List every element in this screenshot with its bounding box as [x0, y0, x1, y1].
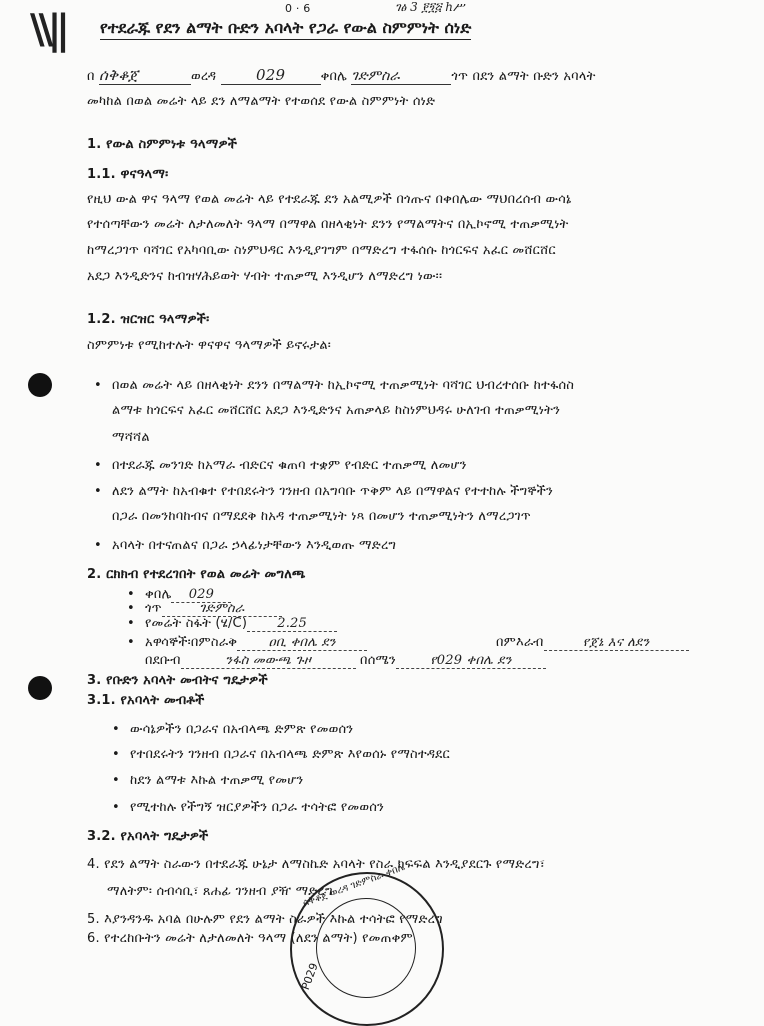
s2-item-got — [145, 601, 282, 617]
s12-bullet-3-line-2: በጋራ በመንከባከብና በማደደቅ ከአዳ ተጠቃሚነት ነጻ በመሆን ተጠቃሚነትን ለማረጋገጥ — [112, 509, 531, 524]
section-4-line-2: ማለትም፡ ሰብሳቢ፣ ጸሐፊ ገንዘብ ያዥ ማድረግ — [107, 884, 333, 899]
s2-west — [496, 635, 689, 651]
section-1-1-heading: 1.1. ዋናዓላማ፡ — [87, 167, 169, 182]
s12-bullet-2-line-1: • በተደራጁ መንገድ ከአማራ ብድርና ቁጠባ ተቋም የብድር ተጠቃሚ ለመሆን — [112, 458, 467, 473]
s12-bullet-4-line-1: • አባላት በተናጠልና በጋራ ኃላፊነታቸውን እንዲወጡ ማድረግ — [112, 538, 397, 553]
s12-bullet-1-line-3: ማሻሻል — [112, 430, 150, 445]
s2-south-label: በሰሜን — [360, 653, 396, 668]
section-5-line: 5. እያንዳንዱ አባል በሁሉም የደን ልማት ስራዎች እኩል ተሳትፎ የማድረግ — [87, 912, 443, 927]
stamp-outer-text: ሰቅቆጀ ወረዳ ገድምስራ ቀበሌ — [301, 861, 407, 910]
s11-para-line-1: የዚህ ውል ዋና ዓላማ የወል መሬት ላይ የተደራጁ ደን አልሚዎች በጎጡና በቀበሌው ማህበረሰብ ውሳኔ — [87, 192, 572, 207]
s2-got-value: ገድምስራ — [162, 601, 282, 617]
s2-area-label: የመሬት ስፋት (ሄ/C) — [145, 616, 248, 631]
kebele-label: ቀበሌ — [320, 69, 348, 84]
stamp-inner-ring — [316, 898, 416, 998]
section-3-2-heading: 3.2. የአባላት ግዴታዎች — [87, 829, 209, 844]
stamp-code: P029 — [298, 961, 321, 992]
s31-bullet-3-text: • ከደን ልማቱ እኩል ተጠቃሚ የመሆን — [130, 773, 304, 788]
s2-area-value: 2.25 — [247, 616, 337, 632]
s12-bullet-4 — [112, 538, 396, 553]
section-3-heading: 3. የቡድን አባላት መብትና ግዴታዎች — [87, 673, 268, 688]
binder-hole-bottom — [28, 676, 52, 700]
s2-north-south — [145, 653, 546, 669]
s2-item-boundaries — [145, 635, 367, 651]
official-stamp — [290, 861, 444, 1026]
s12-bullet-2 — [112, 458, 467, 473]
woreda-value: ሰቅቆጀ — [99, 66, 191, 85]
s2-east-label: አዋሳኞች፡በምስራቅ — [145, 635, 238, 650]
document-title: የተደራጁ የደን ልማት ቡድን አባላት የጋራ የውል ስምምነት ሰነድ — [100, 18, 471, 40]
s11-para-line-4: አደጋ እንዲድንና ከብዝሃሕይወት ሃብት ተጠቃሚ እንዲሆን ለማድረግ ነው፡፡ — [87, 269, 443, 284]
s31-bullet-4-text: • የሚተከሉ የችግኝ ዝርያዎችን በጋራ ተሳትፎ የመወሰን — [130, 800, 385, 815]
s12-bullet-3 — [112, 484, 553, 499]
s2-west-value: የጀኔ እና ለደን — [544, 635, 689, 651]
section-2-heading: 2. ርክክብ የተደረገበት የወል መሬት መግለጫ — [87, 567, 306, 582]
s11-para-line-3: ከማረጋገጥ ባሻገር የአካባቢው ስነምህዳር እንዲያገግም በማድረግ ተፋሰሱ ከጎርፍና አፈር መሸርሸር — [87, 243, 556, 258]
kebele-number: 029 — [221, 66, 321, 85]
section-1-2-heading: 1.2. ዝርዝር ዓላማዎች፡ — [87, 312, 210, 327]
s2-north-value: ንፋስ መውጫ ጉዞ — [181, 653, 356, 669]
s2-north-label: በደቡብ — [145, 653, 181, 668]
s2-item-area — [145, 616, 337, 632]
s31-bullet-1-text: • ውሳኔዎችን በጋራና በአብላጫ ድምጽ የመወሰን — [130, 722, 354, 737]
s2-kebele-value: 029 — [171, 587, 231, 603]
s12-bullet-3-line-1: • ለደን ልማት ከአብቁተ የተበደሩትን ገንዘብ በአግባቡ ጥቅም ላይ በማዋልና የተተከሉ ችግኞችን — [112, 484, 554, 499]
s2-south-value: የ029 ቀበሌ ደን — [396, 653, 546, 669]
binder-hole-top — [28, 373, 52, 397]
top-mark: 0 · 6 — [285, 2, 311, 15]
s31-bullet-3 — [130, 773, 303, 788]
intro-line1-suffix: ጎጥ በደን ልማት ቡድን አባላት — [451, 69, 596, 84]
section-6-line: 6. የተረከቡትን መሬት ለታለመለት ዓላማ (ለደን ልማት) የመጠቀም — [87, 931, 413, 946]
top-hand-note: ገፅ 3 ፻፺፭ hሥ — [395, 0, 465, 14]
s31-bullet-2 — [130, 747, 450, 762]
section-3-1-heading: 3.1. የአባላት መብቶች — [87, 693, 205, 708]
s12-bullet-1 — [112, 378, 574, 393]
section-1-heading: 1. የውል ስምምነቱ ዓላማዎች — [87, 137, 238, 152]
s2-got-label: ጎጥ — [145, 601, 162, 616]
s2-west-label: በምእራብ — [496, 635, 544, 650]
intro-line-1 — [87, 66, 596, 85]
intro-line-2: መካከል በወል መሬት ላይ ደን ለማልማት የተወሰደ የውል ስምምነት ሰነድ — [87, 94, 436, 109]
s11-para-line-2: የተሰጣቸውን መሬት ለታለመለት ዓላማ በማዋል በዘላቂነት ደንን የማልማትና በኢኮኖሚ ተጠቃሚነት — [87, 217, 569, 232]
s12-bullet-1-line-1: • በወል መሬት ላይ በዘላቂነት ደንን በማልማት ከኢኮኖሚ ተጠቃሚነት ባሻገር ህብረተሰቡ ከተፋሰስ — [112, 378, 575, 393]
s31-bullet-1 — [130, 722, 353, 737]
section-4-line-1: 4. የደን ልማት ስራውን በተደራጁ ሁኔታ ለማስኬድ አባላት የስራ ክፍፍል እንዲያደርጉ የማድረግ፣ — [87, 857, 546, 872]
s2-kebele-label: ቀበሌ — [145, 587, 172, 602]
s2-east-value: ዐቢ ቀበሌ ደን — [237, 635, 367, 651]
corner-marks: \\|| — [30, 6, 65, 53]
s31-bullet-4 — [130, 800, 384, 815]
s12-bullet-1-line-2: ልማቱ ከጎርፍና አፈር መሸርሸር አደጋ እንዲድንና አጠቃላይ ከስነምህዳሩ ሁለገብ ተጠቃሚነትን — [112, 403, 561, 418]
intro-prefix: በ — [87, 69, 95, 84]
got-value: ገድምስራ — [351, 68, 451, 85]
s12-intro: ስምምነቱ የሚከተሉት ዋናዋና ዓላማዎች ይኖሩታል፡ — [87, 338, 332, 353]
s31-bullet-2-text: • የተበደሩትን ገንዘብ በጋራና በአብላጫ ድምጽ እየወሰኑ የማስተዳደር — [130, 747, 450, 762]
woreda-label: ወረዳ — [191, 69, 217, 84]
